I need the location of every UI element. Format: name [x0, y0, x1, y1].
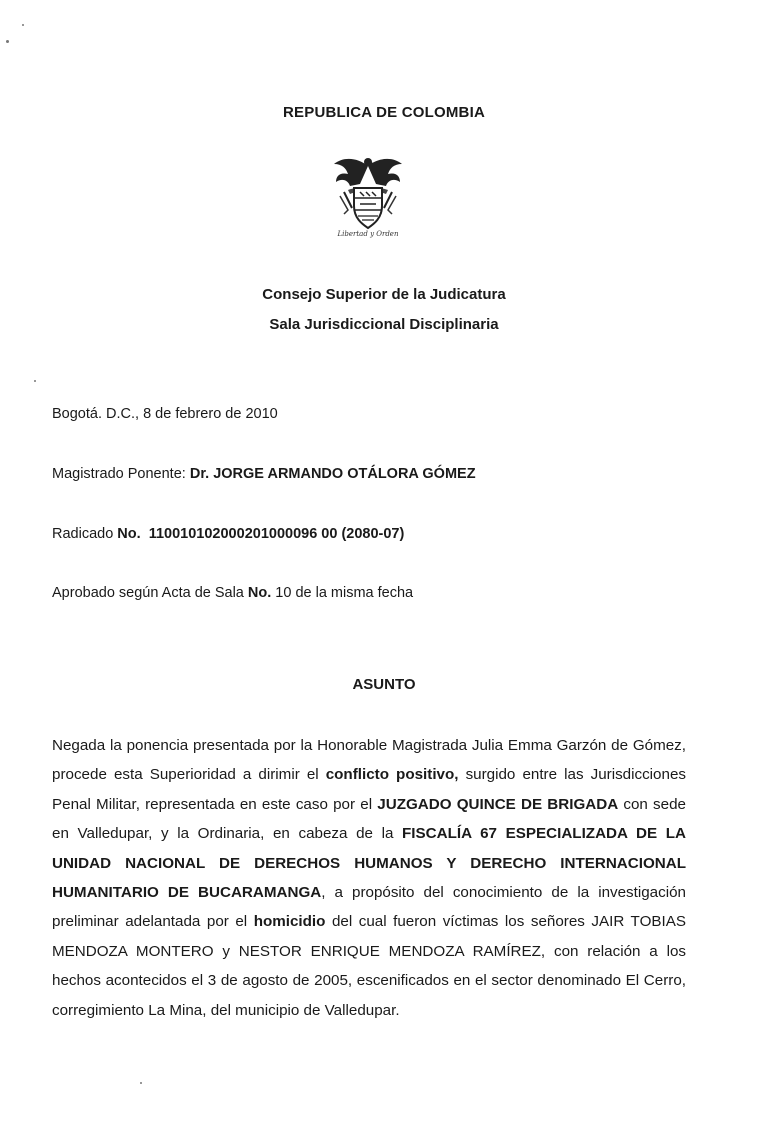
- magistrate-line: [52, 466, 476, 482]
- asunto-paragraph: [52, 731, 686, 1025]
- asunto-bold-3: FISCALÍA 67 ESPECIALIZADA DE LA UNIDAD NACIONAL DE DERECHOS HUMANOS Y DERECHO INTERNACIONAL HUMANITARIO DE BUCARAMANGA: [52, 825, 686, 902]
- asunto-text-1: Negada la ponencia presentada por la Honorable Magistrada Julia Emma Garzón de Gómez, procede esta Superioridad a dirimir el: [52, 737, 686, 784]
- section-title-asunto: ASUNTO: [352, 676, 416, 693]
- asunto-text-5: del cual fueron víctimas los señores JAIR TOBIAS MENDOZA MONTERO y NESTOR ENRIQUE MENDOZA RAMÍREZ, con relación a los hechos acontecidos el 3 de agosto de 2005, escenificados en el sector denominado El Cerro, corregimiento La Mina, del municipio de Valledupar.: [52, 913, 686, 1019]
- scan-speck: [6, 40, 9, 43]
- radicado-value: 110010102000201000096 00 (2080-07): [148, 526, 405, 542]
- place-date: Bogotá. D.C., 8 de febrero de 2010: [52, 406, 278, 422]
- asunto-text-4: , a propósito del conocimiento de la investigación preliminar adelantada por el: [52, 884, 686, 931]
- radicado-label: Radicado: [52, 526, 118, 542]
- scan-speck: [22, 24, 24, 26]
- asunto-text-3: con sede en Valledupar, y la Ordinaria, en cabeza de la: [52, 795, 686, 843]
- magistrate-name: Dr. JORGE ARMANDO OTÁLORA GÓMEZ: [189, 466, 476, 482]
- radicado-no: No.: [117, 526, 141, 542]
- approval-line: [52, 585, 413, 601]
- scan-speck: [140, 1082, 142, 1084]
- council-name: Consejo Superior de la Judicatura: [262, 286, 506, 303]
- asunto-bold-1: conflicto positivo,: [325, 766, 459, 784]
- country-heading: REPUBLICA DE COLOMBIA: [283, 104, 485, 121]
- asunto-text-2: surgido entre las Jurisdicciones Penal Militar, representada en este caso por el: [52, 766, 686, 813]
- radicado-line: [52, 526, 404, 542]
- approval-suffix: 10 de la misma fecha: [271, 585, 414, 601]
- approval-prefix: Aprobado según Acta de Sala: [52, 585, 248, 601]
- chamber-name: Sala Jurisdiccional Disciplinaria: [269, 316, 499, 333]
- asunto-bold-2: JUZGADO QUINCE DE BRIGADA: [377, 795, 619, 813]
- crest-motto: Libertad y Orden: [337, 230, 399, 238]
- scan-speck: [34, 380, 36, 382]
- magistrate-label: Magistrado Ponente:: [52, 466, 190, 482]
- asunto-bold-4: homicidio: [253, 913, 326, 931]
- approval-no: No.: [247, 585, 272, 601]
